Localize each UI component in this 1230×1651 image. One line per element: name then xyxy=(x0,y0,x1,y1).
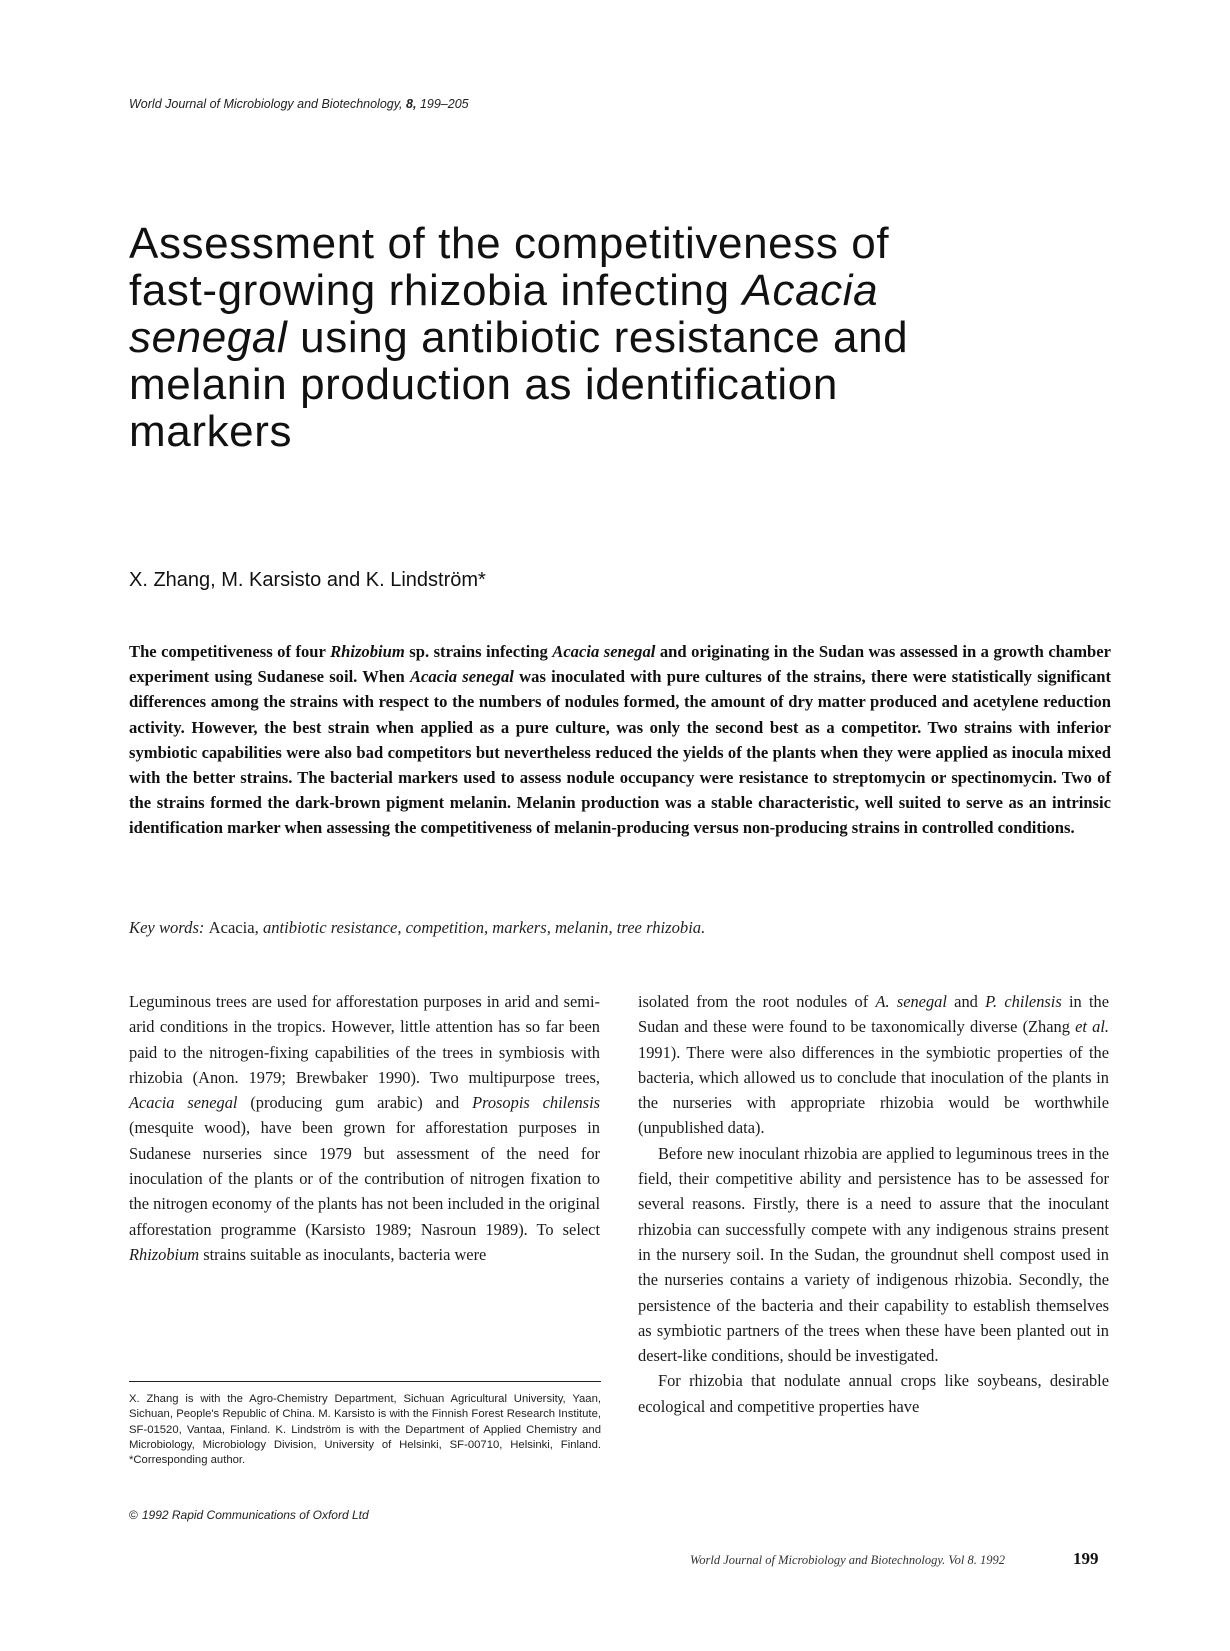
abstract-text: and originating in the Sudan was assessed in a growth chamber experiment using Sudanese soil. When xyxy=(129,642,1111,687)
body-text: Leguminous trees are used for afforestation purposes in arid and semi-arid conditions in the tropics. However, little attention has so far been paid to the nitrogen-fixing capabilities of the trees in symbiosis with rhizobia (Anon. 1979; Brewbaker 1990). Two multipurpose trees, xyxy=(129,992,600,1087)
body-column-left xyxy=(129,989,600,1267)
title-line-5: markers xyxy=(129,407,293,456)
body-paragraph xyxy=(638,989,1109,1141)
running-footer: World Journal of Microbiology and Biotechnology. Vol 8. 1992 xyxy=(690,1553,1006,1567)
body-text: strains suitable as inoculants, bacteria were xyxy=(199,1244,487,1264)
title-text: using antibiotic resistance and xyxy=(287,313,909,362)
body-italic: Rhizobium xyxy=(129,1244,200,1264)
keywords-first: Acacia, xyxy=(208,918,259,937)
footnote-rule xyxy=(129,1381,601,1382)
copyright-icon: © xyxy=(129,1508,138,1522)
authors: X. Zhang, M. Karsisto and K. Lindström* xyxy=(129,569,486,591)
body-text: (producing gum arabic) and xyxy=(237,1093,473,1113)
body-italic: Acacia senegal xyxy=(129,1093,238,1113)
body-text: isolated from the root nodules of xyxy=(638,992,876,1011)
title-line-4: melanin production as identification xyxy=(129,360,838,409)
journal-name: World Journal of Microbiology and Biotechnology, xyxy=(129,97,403,111)
journal-header xyxy=(129,97,469,111)
body-italic: A. senegal xyxy=(875,992,947,1011)
body-text: and xyxy=(946,992,986,1011)
keywords xyxy=(129,918,1111,938)
title-line-2 xyxy=(129,267,1129,314)
abstract-italic: Acacia senegal xyxy=(552,642,656,661)
keywords-label: Key words: xyxy=(129,918,205,937)
copyright-notice xyxy=(129,1508,369,1522)
abstract-text: The competitiveness of four xyxy=(129,642,331,661)
article-title xyxy=(129,220,1129,455)
body-italic: P. chilensis xyxy=(985,992,1062,1011)
body-paragraph: For rhizobia that nodulate annual crops like soybeans, desirable ecological and competitive properties have xyxy=(638,1371,1109,1416)
abstract-italic: Acacia senegal xyxy=(409,667,514,687)
abstract-text: was inoculated with pure cultures of the strains, there were statistically significant differences among the strains with respect to the numbers of nodules formed, the amount of dry matter produced and acetylene reduction activity. However, the best strain when applied as a pure culture, was only the second best as a competitor. Two strains with inferior symbiotic capabilities were also bad competitors but nevertheless reduced the yields of the plants when they were applied as inocula mixed with the better strains. The bacterial markers used to assess nodule occupancy were resistance to streptomycin or spectinomycin. Two of the strains formed the dark-brown pigment melanin. Melanin production was a stable characteristic, well suited to serve as an intrinsic identification marker when assessing the competitiveness of melanin-producing versus non-producing strains in controlled conditions. xyxy=(129,667,1111,838)
body-paragraph xyxy=(129,989,600,1267)
abstract-italic: Rhizobium xyxy=(330,642,405,661)
journal-volume: 8, xyxy=(406,97,417,111)
body-paragraph: Before new inoculant rhizobia are applied to leguminous trees in the field, their competitive ability and persistence has to be assessed for several reasons. Firstly, there is a need to assure that the inoculant rhizobia can successfully compete with any indigenous strains present in the nursery soil. In the Sudan, the groundnut shell compost used in the nurseries contains a variety of indigenous rhizobia. Secondly, the persistence of the bacteria and their capability to establish themselves as symbiotic partners of the trees when these have been planted out in desert-like conditions, should be investigated. xyxy=(638,1143,1109,1366)
title-italic: Acacia xyxy=(742,266,879,315)
body-italic: et al. xyxy=(1075,1017,1109,1037)
title-line-1: Assessment of the competitiveness of xyxy=(129,219,890,268)
keywords-rest: antibiotic resistance, competition, markers, melanin, tree rhizobia. xyxy=(262,918,706,937)
title-line-3 xyxy=(129,314,1129,361)
body-column-right xyxy=(638,989,1109,1419)
journal-pages: 199–205 xyxy=(419,97,469,111)
body-text: 1991). There were also differences in the symbiotic properties of the bacteria, which allowed us to conclude that inoculation of the plants in the nurseries with appropriate rhizobia would be worthwhile (unpublished data). xyxy=(638,1042,1109,1138)
body-text: in the Sudan and these were found to be taxonomically diverse (Zhang xyxy=(638,992,1110,1037)
copyright-text: 1992 Rapid Communications of Oxford Ltd xyxy=(141,1508,369,1522)
body-text: (mesquite wood), have been grown for afforestation purposes in Sudanese nurseries since 1979 but assessment of the need for inoculation of the plants or of the contribution of nitrogen fixation to the nitrogen economy of the plants has not been included in the original afforestation programme (Karsisto 1989; Nasroun 1989). To select xyxy=(129,1118,600,1239)
page-number: 199 xyxy=(1073,1549,1099,1568)
abstract-text: sp. strains infecting xyxy=(404,642,553,661)
title-text: fast-growing rhizobia infecting xyxy=(129,266,743,315)
abstract xyxy=(129,639,1111,841)
affiliation-footnote: X. Zhang is with the Agro-Chemistry Department, Sichuan Agricultural University, Yaan, Sichuan, People's Republic of China. M. Karsisto is with the Finnish Forest Research Institute, SF-01520, Vantaa, Finland. K. Lindström is with the Department of Applied Chemistry and Microbiology, Microbiology Division, University of Helsinki, SF-00710, Helsinki, Finland. *Corresponding author. xyxy=(129,1393,601,1467)
body-italic: Prosopis chilensis xyxy=(472,1093,600,1113)
title-italic: senegal xyxy=(129,313,288,362)
